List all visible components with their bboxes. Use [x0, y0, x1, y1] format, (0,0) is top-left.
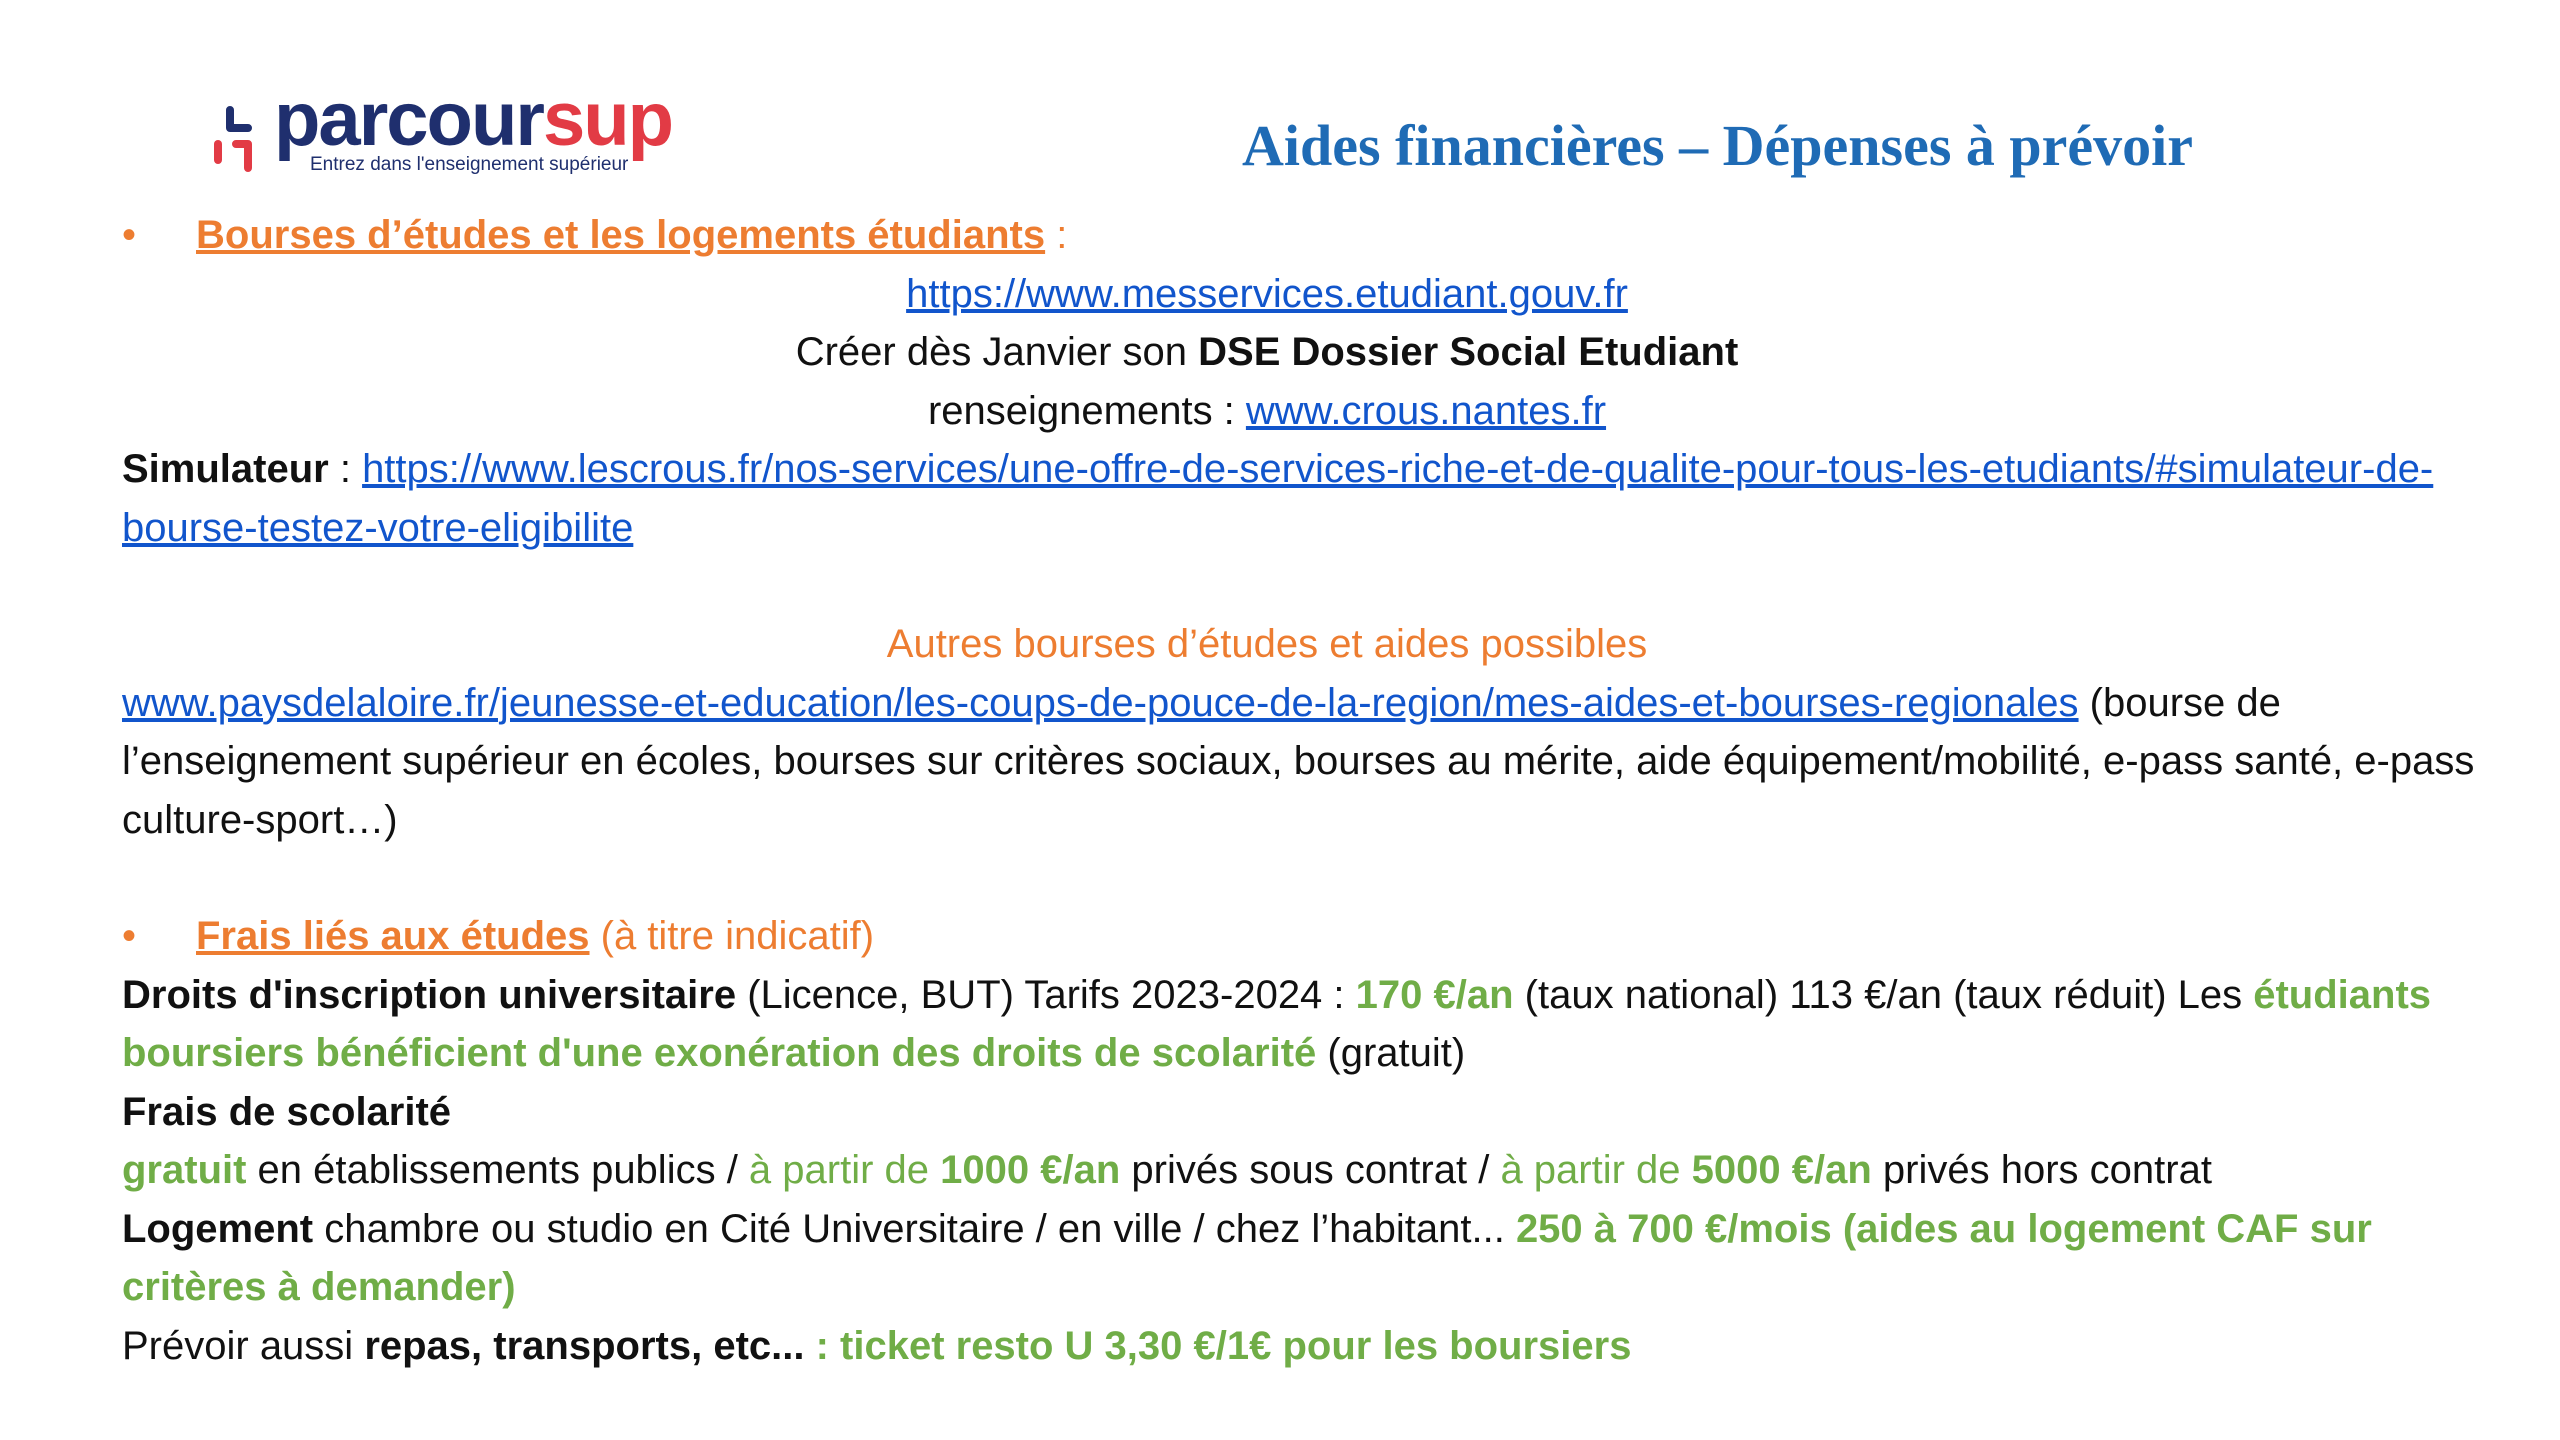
bullet-icon: • [122, 914, 137, 958]
parcoursup-logo [208, 77, 708, 180]
logo-tagline: Entrez dans l'enseignement supérieur [310, 154, 629, 175]
frais-apartir1: à partir de [748, 1148, 941, 1192]
logo-word-main: parcour [274, 77, 543, 162]
region-link[interactable]: www.paysdelaloire.fr/jeunesse-et-education/les-coups-de-pouce-de-la-region/mes-aides-et-bourses-regionales [122, 680, 2079, 725]
section1-heading-line [122, 206, 2502, 265]
spacer [122, 557, 2502, 615]
dse-line [122, 323, 2502, 382]
bullet-icon: • [122, 213, 137, 257]
crous-link[interactable]: www.crous.nantes.fr [1245, 388, 1607, 433]
prevoir-bold: repas, transports, etc... [364, 1323, 805, 1368]
section2-heading-line [122, 907, 2502, 966]
section2-heading: Frais liés aux études [196, 914, 590, 958]
droits-paragraph [122, 966, 2502, 1083]
logo-word-accent: sup [542, 77, 673, 162]
droits-label: Droits d'inscription universitaire [122, 972, 737, 1017]
frais-gratuit: gratuit [122, 1148, 247, 1192]
dse-bold: DSE Dossier Social Etudiant [1198, 330, 1739, 374]
dse-prefix: Créer dès Janvier son [795, 330, 1199, 374]
logement-paragraph [122, 1200, 2502, 1317]
simulateur-line [122, 440, 2502, 557]
renseignements-prefix: renseignements : [927, 388, 1246, 433]
prevoir-line [122, 1317, 2502, 1376]
logo-wordmark [274, 76, 672, 163]
droits-price: 170 €/an [1355, 972, 1514, 1017]
messervices-line [122, 265, 2502, 324]
frais-apartir2: à partir de [1500, 1148, 1692, 1192]
droits-text1: (Licence, BUT) Tarifs 2023-2024 : [736, 972, 1356, 1017]
logement-green: 250 à 700 €/mois (aides au logement CAF sur critères à demander) [122, 1206, 2372, 1309]
frais-text1: en établissements publics / [246, 1148, 749, 1192]
spacer [122, 849, 2502, 907]
simulateur-label: Simulateur [122, 447, 329, 491]
droits-text3: (gratuit) [1316, 1031, 1466, 1075]
region-note: (bourse de l’enseignement supérieur en écoles, bourses sur critères sociaux, bourses au mérite, aide équipement/mobilité, e-pass santé, e-pass culture-sport…) [122, 680, 2475, 842]
slide-content [122, 206, 2502, 1375]
prevoir-text: Prévoir aussi [122, 1323, 365, 1368]
frais-price2: 5000 €/an [1691, 1148, 1872, 1192]
simulateur-link[interactable]: https://www.lescrous.fr/nos-services/une-offre-de-services-riche-et-de-qualite-pour-tous-les-etudiants/#simulateur-de-bourse-testez-votre-eligibilite [122, 447, 2434, 550]
slide-title: Aides financières – Dépenses à prévoir [1242, 113, 2193, 178]
droits-green: étudiants boursiers bénéficient d'une exonération des droits de scolarité [122, 972, 2432, 1075]
section1-heading: Bourses d’études et les logements étudiants [196, 213, 1046, 257]
frais-text2: privés sous contrat / [1120, 1148, 1501, 1192]
frais-label-line [122, 1083, 2502, 1142]
prevoir-green: : ticket resto U 3,30 €/1€ pour les boursiers [804, 1323, 1632, 1368]
frais-price1: 1000 €/an [940, 1148, 1121, 1192]
region-line [122, 674, 2502, 850]
simulateur-sep: : [328, 447, 363, 491]
logement-label: Logement [122, 1206, 314, 1251]
frais-text3: privés hors contrat [1871, 1148, 2212, 1192]
frais-label: Frais de scolarité [122, 1089, 452, 1134]
renseignements-line [122, 382, 2502, 441]
section2-heading-suffix: (à titre indicatif) [589, 914, 875, 958]
droits-text2: (taux national) 113 €/an (taux réduit) Les [1513, 972, 2254, 1017]
messervices-link[interactable]: https://www.messervices.etudiant.gouv.fr [906, 271, 1628, 316]
autres-bourses-title: Autres bourses d’études et aides possibles [886, 622, 1648, 666]
logement-text: chambre ou studio en Cité Universitaire / en ville / chez l’habitant... [313, 1206, 1516, 1251]
frais-line [122, 1141, 2502, 1200]
section1-heading-suffix: : [1045, 213, 1068, 257]
